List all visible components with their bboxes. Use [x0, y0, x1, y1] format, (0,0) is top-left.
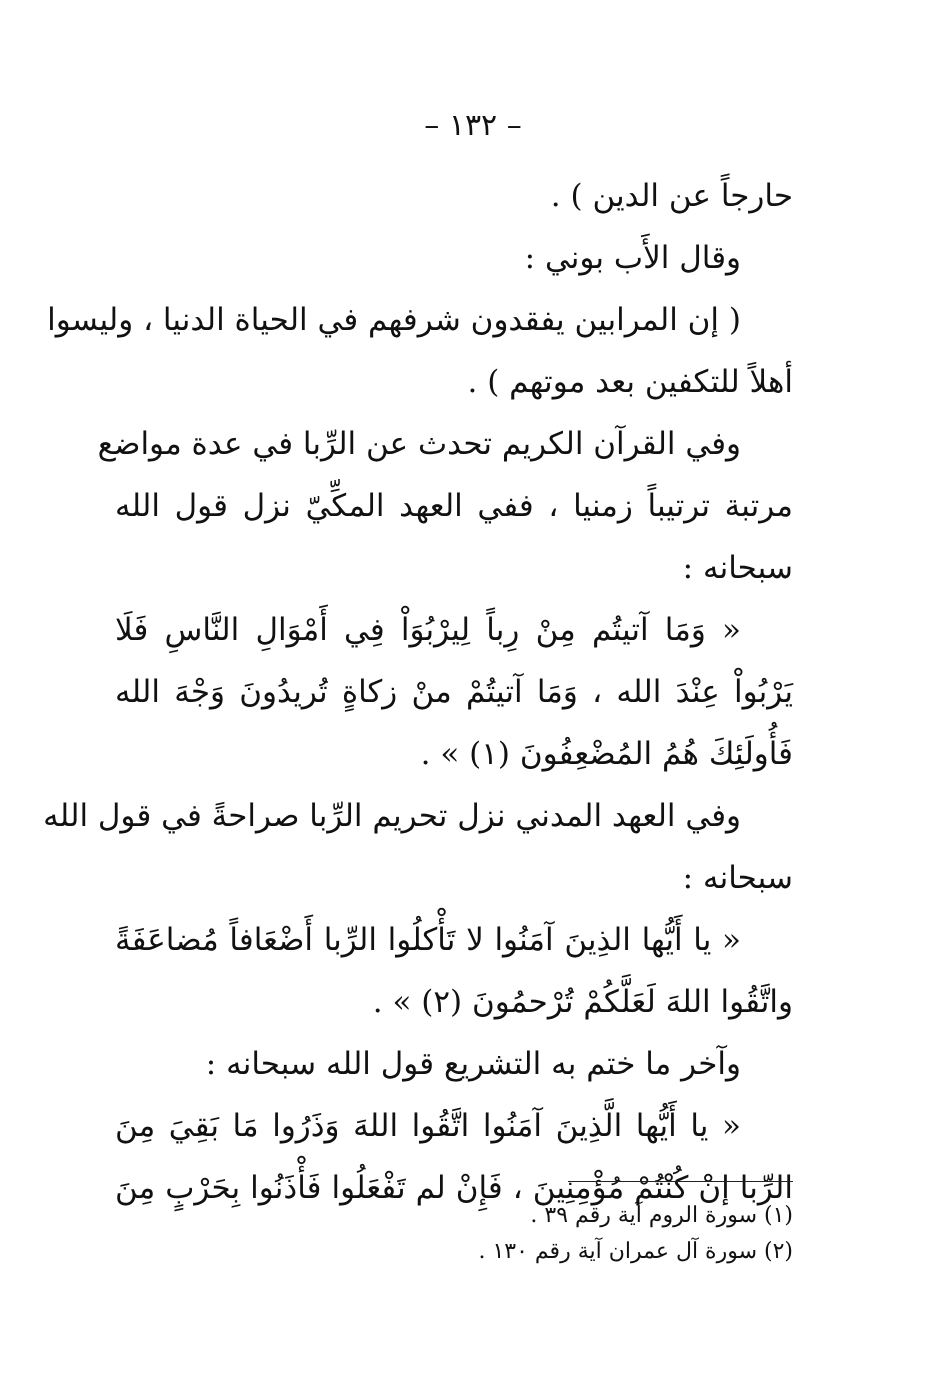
- quran-verse-line: يَرْبُواْ عِنْدَ الله ، وَمَا آتيتُمْ منْ زكاةٍ تُريدُونَ وَجْهَ الله: [115, 674, 793, 710]
- text-line: وفي القرآن الكريم تحدث عن الرِّبا في عدة مواضع: [97, 426, 741, 462]
- text-line: سبحانه :: [682, 860, 793, 896]
- text-line: وفي العهد المدني نزل تحريم الرِّبا صراحةً في قول الله: [43, 798, 741, 834]
- footnotes: [293, 1198, 793, 1270]
- text-line: وآخر ما ختم به التشريع قول الله سبحانه :: [205, 1046, 741, 1082]
- quran-verse-line: « وَمَا آتيتُم مِنْ رِباً لِيرْبُوَاْ فِي أَمْوَالِ النَّاسِ فَلَا: [115, 612, 741, 648]
- text-line: أهلاً للتكفين بعد موتهم ) .: [467, 364, 793, 400]
- text-line: وقال الأَب بوني :: [524, 240, 741, 276]
- text-line: ( إن المرابين يفقدون شرفهم في الحياة الدنيا ، وليسوا: [47, 302, 741, 338]
- quran-verse-line: الرِّبا إنْ كُنْتُمْ مُؤْمِنِينَ ، فَإِنْ لم تَفْعَلُوا فَأْذَنُوا بِحَرْبٍ مِنَ: [115, 1170, 793, 1206]
- quran-verse-line: واتَّقُوا اللهَ لَعَلَّكُمْ تُرْحمُونَ (٢) » .: [372, 984, 793, 1020]
- quran-verse-line: « يا أَيُّها الذِينَ آمَنُوا لا تَأْكلُوا الرِّبا أَضْعَافاً مُضاعَفَةً: [115, 922, 741, 958]
- page-number: – ١٣٢ –: [424, 108, 522, 143]
- quran-verse-line: « يا أَيُّها الَّذِينَ آمَنُوا اتَّقُوا اللهَ وَذَرُوا مَا بَقِيَ مِنَ: [115, 1108, 741, 1144]
- body-text: [43, 165, 793, 1219]
- footnote-1: (١) سورة الروم آية رقم ٣٩ .: [530, 1203, 793, 1228]
- quran-verse-line: فَأُولَئِكَ هُمُ المُضْعِفُونَ (١) » .: [420, 736, 793, 772]
- text-line: سبحانه :: [682, 550, 793, 586]
- text-line: حارجاً عن الدين ) .: [550, 178, 793, 214]
- footnote-2: (٢) سورة آل عمران آية رقم ١٣٠ .: [478, 1239, 793, 1264]
- text-line: مرتبة ترتيباً زمنيا ، ففي العهد المكِّيّ نزل قول الله: [115, 488, 793, 524]
- footnote-divider: [568, 1181, 793, 1182]
